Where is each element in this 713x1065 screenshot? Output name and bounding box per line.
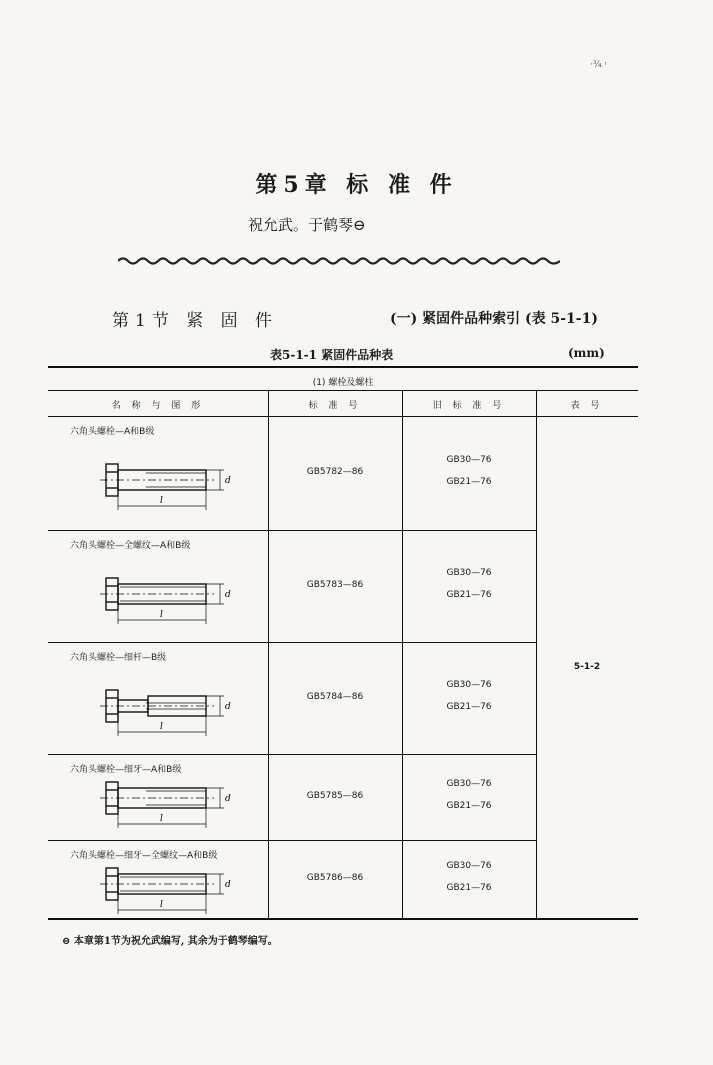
table-row bbox=[48, 416, 638, 530]
length-label: l bbox=[160, 814, 163, 824]
bolt-name: 六角头螺栓—A和B级 bbox=[70, 427, 155, 437]
header-old-standard: 旧 标 准 号 bbox=[432, 401, 506, 411]
old-standard-number: GB21—76 bbox=[446, 477, 492, 487]
old-standard-number: GB30—76 bbox=[446, 455, 492, 465]
bolt-drawing bbox=[98, 774, 238, 834]
diameter-label: d bbox=[225, 880, 231, 890]
chapter-title: 第5章 标 准 件 bbox=[255, 172, 458, 198]
standard-number: GB5785—86 bbox=[306, 791, 364, 801]
header-table-number: 表 号 bbox=[570, 401, 604, 411]
header-standard: 标 准 号 bbox=[308, 401, 362, 411]
section-title: 第1节 紧 固 件 bbox=[112, 311, 279, 331]
table-row bbox=[48, 754, 638, 840]
group-header: (1) 螺栓及螺柱 bbox=[312, 378, 374, 388]
fastener-table bbox=[48, 366, 638, 922]
old-standard-number: GB21—76 bbox=[446, 702, 492, 712]
footnote: ⊖ 本章第1节为祝允武编写, 其余为于鹤琴编写。 bbox=[62, 936, 278, 947]
decorative-divider bbox=[118, 256, 560, 266]
corner-mark: ·¾ ˒ bbox=[590, 60, 608, 70]
bolt-name: 六角头螺栓—细牙—A和B级 bbox=[70, 765, 182, 775]
diameter-label: d bbox=[225, 794, 231, 804]
bolt-drawing bbox=[98, 456, 238, 516]
diameter-label: d bbox=[225, 476, 231, 486]
table-caption: 表5-1-1 紧固件品种表 bbox=[270, 348, 394, 362]
bolt-drawing bbox=[98, 860, 238, 920]
old-standard-number: GB21—76 bbox=[446, 801, 492, 811]
old-standard-number: GB30—76 bbox=[446, 861, 492, 871]
bolt-name: 六角头螺栓—细牙—全螺纹—A和B级 bbox=[70, 851, 218, 861]
old-standard-number: GB30—76 bbox=[446, 680, 492, 690]
diameter-label: d bbox=[225, 590, 231, 600]
table-number: 5-1-2 bbox=[573, 662, 601, 672]
index-title: (一) 紧固件品种索引 (表 5-1-1) bbox=[390, 311, 598, 327]
old-standard-number: GB30—76 bbox=[446, 779, 492, 789]
bolt-name: 六角头螺栓—全螺纹—A和B级 bbox=[70, 541, 191, 551]
length-label: l bbox=[160, 610, 163, 620]
bolt-drawing bbox=[98, 682, 238, 742]
standard-number: GB5782—86 bbox=[306, 467, 364, 477]
standard-number: GB5784—86 bbox=[306, 692, 364, 702]
standard-number: GB5783—86 bbox=[306, 580, 364, 590]
bolt-name: 六角头螺栓—细杆—B级 bbox=[70, 653, 167, 663]
old-standard-number: GB30—76 bbox=[446, 568, 492, 578]
diameter-label: d bbox=[225, 702, 231, 712]
length-label: l bbox=[160, 496, 163, 506]
header-name: 名 称 与 图 形 bbox=[111, 401, 205, 411]
table-row bbox=[48, 642, 638, 754]
length-label: l bbox=[160, 900, 163, 910]
bolt-drawing bbox=[98, 570, 238, 630]
table-row bbox=[48, 840, 638, 918]
standard-number: GB5786—86 bbox=[306, 873, 364, 883]
old-standard-number: GB21—76 bbox=[446, 590, 492, 600]
old-standard-number: GB21—76 bbox=[446, 883, 492, 893]
table-row bbox=[48, 530, 638, 642]
length-label: l bbox=[160, 722, 163, 732]
table-unit: (mm) bbox=[568, 346, 605, 360]
chapter-authors: 祝允武。于鹤琴⊖ bbox=[248, 216, 366, 234]
